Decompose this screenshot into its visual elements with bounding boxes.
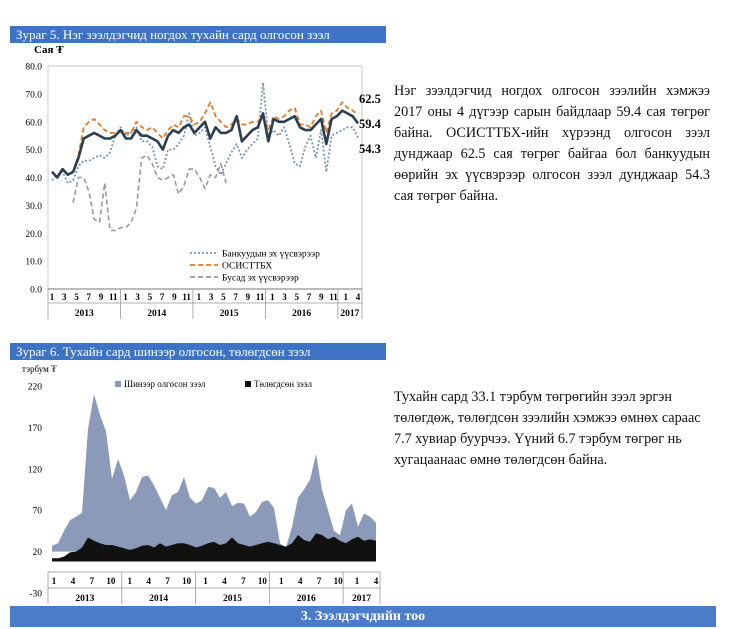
year-label: 2016 [296, 594, 316, 604]
x-tick-label: 3 [208, 292, 214, 302]
year-label: 2013 [74, 309, 94, 319]
area-new-loans [52, 394, 376, 551]
x-tick-label: 11 [182, 292, 191, 302]
x-tick-label: 1 [196, 292, 202, 302]
x-tick-label: 9 [245, 292, 251, 302]
x-tick-label: 9 [98, 292, 104, 302]
y-tick-label: -30 [29, 589, 42, 600]
year-label: 2016 [292, 309, 312, 319]
x-tick-label: 7 [159, 292, 165, 302]
year-label: 2013 [75, 594, 95, 604]
y-tick-label: 170 [27, 423, 42, 434]
x-tick-label: 1 [51, 576, 57, 586]
y-tick-label: 30.0 [25, 201, 42, 212]
x-tick-label: 1 [270, 292, 275, 302]
y-tick-label: 50.0 [25, 146, 42, 157]
figure-5-description: Нэг зээлдэгчид ногдох олгосон зээлийн хэмжээ 2017 оны 4 дүгээр сарын байдлаар 59.4 сая төгрөг байна. ОСИСТТБХ-ийн хүрээнд олгосон зээл дунджаар 62.5 сая төгрөг байгаа бол банкуудын өөрийн эх үүсвэрээр олгосон зээл дунджаар 54.3 сая төгрөг байна. [394, 83, 710, 204]
y-tick-label: 70.0 [25, 90, 42, 101]
x-tick-label: 1 [49, 292, 55, 302]
y-tick-label: 20.0 [25, 229, 42, 240]
x-tick-label: 3 [282, 292, 287, 302]
x-tick-label: 7 [89, 576, 95, 586]
x-tick-label: 1 [279, 576, 284, 586]
y-tick-label: 40.0 [25, 174, 42, 184]
x-tick-label: 3 [135, 292, 140, 302]
x-tick-label: 4 [146, 576, 151, 586]
x-tick-label: 11 [108, 292, 118, 302]
x-tick-label: 1 [343, 292, 349, 302]
legend-label: Бусад эх үүсвэрээр [222, 273, 299, 284]
x-tick-label: 10 [182, 576, 192, 586]
x-tick-label: 4 [70, 576, 76, 586]
y-tick-label: 0.0 [30, 285, 42, 296]
legend-label: Шинээр олгосон зээл [124, 379, 206, 389]
section-heading: 3. Зээлдэгчдийн тоо [10, 606, 716, 627]
y-unit-label: тэрбум ₮ [22, 364, 57, 374]
x-tick-label: 4 [222, 576, 227, 586]
year-label: 2014 [149, 594, 169, 604]
x-tick-label: 7 [233, 292, 238, 302]
legend-label: Банкуудын эх үүсвэрээр [222, 249, 320, 260]
end-value-label: 62.5 [359, 92, 381, 106]
year-label: 2015 [222, 594, 242, 604]
year-label: 2017 [340, 309, 360, 319]
x-tick-label: 9 [319, 292, 324, 302]
x-tick-label: 4 [373, 576, 379, 586]
figure-6-title: Зураг 6. Тухайн сард шинээр олгосон, төлөгдсөн зээл [10, 343, 386, 360]
figure-5-title: Зураг 5. Нэг зээлдэгчид ногдох тухайн сард олгосон зээл [10, 26, 386, 43]
x-tick-label: 5 [294, 292, 300, 302]
x-tick-label: 1 [354, 576, 360, 586]
x-tick-label: 11 [329, 292, 338, 302]
y-tick-label: 10.0 [25, 257, 42, 268]
year-label: 2014 [147, 309, 167, 319]
x-tick-label: 9 [172, 292, 177, 302]
end-value-label: 59.4 [359, 117, 381, 131]
x-tick-label: 1 [123, 292, 128, 302]
y-tick-label: 70 [32, 506, 42, 517]
legend-label: Төлөгдсөн зээл [254, 379, 312, 389]
y-unit-label: Сая ₮ [34, 44, 64, 56]
x-tick-label: 3 [61, 292, 67, 302]
x-tick-label: 10 [257, 576, 267, 586]
x-tick-label: 1 [127, 576, 133, 586]
legend-swatch [245, 381, 251, 387]
x-tick-label: 7 [86, 292, 91, 302]
figure-6-description: Тухайн сард 33.1 тэрбум төгрөгийн зээл эргэн төлөгдөж, төлөгдсөн зээлийн хэмжээ өмнөх сараас 7.7 хувиар буурчээ. Үүний 6.7 тэрбум төгрөг нь хугацаанаас өмнө төлөгдсөн байна. [394, 389, 701, 468]
legend-swatch [115, 381, 121, 387]
legend-label: ОСИСТТБХ [222, 261, 273, 272]
y-tick-label: 220 [27, 382, 42, 393]
y-tick-label: 80.0 [25, 62, 42, 73]
x-tick-label: 10 [106, 576, 116, 586]
x-tick-label: 7 [241, 576, 246, 586]
x-tick-label: 7 [165, 576, 170, 586]
year-label: 2015 [219, 309, 239, 319]
x-tick-label: 5 [221, 292, 226, 302]
x-tick-label: 11 [255, 292, 265, 302]
x-tick-label: 7 [306, 292, 312, 302]
x-tick-label: 4 [355, 292, 361, 302]
end-value-label: 54.3 [359, 142, 381, 156]
y-tick-label: 60.0 [25, 118, 42, 129]
y-tick-label: 120 [27, 465, 42, 476]
year-label: 2017 [352, 594, 372, 604]
x-tick-label: 5 [147, 292, 153, 302]
x-tick-label: 4 [297, 576, 303, 586]
x-tick-label: 7 [316, 576, 322, 586]
x-tick-label: 5 [74, 292, 79, 302]
x-tick-label: 1 [203, 576, 208, 586]
x-tick-label: 10 [333, 576, 343, 586]
y-tick-label: 20 [32, 548, 42, 559]
